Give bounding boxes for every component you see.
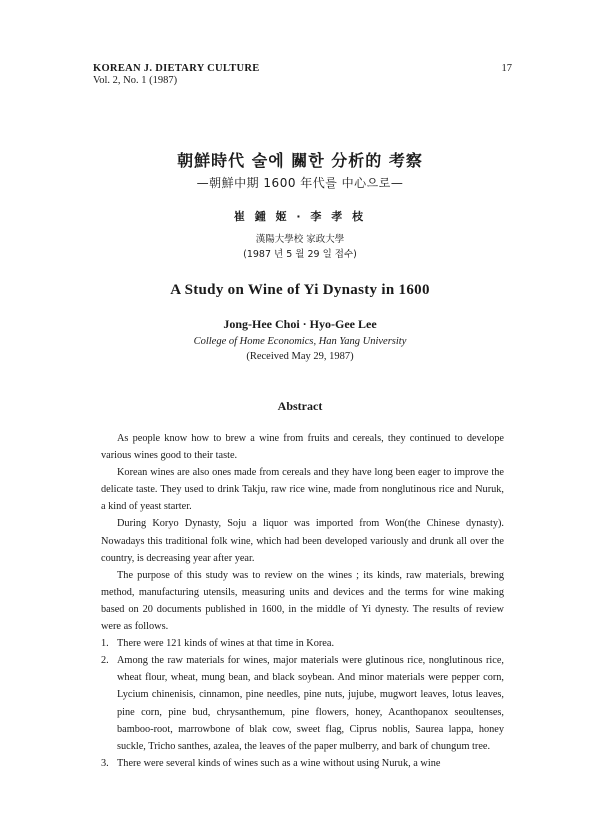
korean-authors: 崔 鍾 姬 · 李 孝 枝 [233, 210, 367, 223]
result-text: There were 121 kinds of wines at that time in Korea. [117, 638, 335, 650]
result-text: There were several kinds of wines such as a wine without using Nuruk, a wine [117, 757, 441, 769]
result-number: 1. [101, 638, 109, 650]
result-item [101, 635, 504, 652]
journal-name: KOREAN J. DIETARY CULTURE [93, 63, 260, 74]
result-number: 2. [101, 655, 109, 667]
abstract-paragraph: During Koryo Dynasty, Soju a liquor was imported from Won(the Chinese dynasty). Nowadays this traditional folk wine, which had been developed variously and drunk all over the country, is decreasing year after year. [101, 518, 504, 564]
result-number: 3. [101, 757, 109, 769]
abstract-paragraph: Korean wines are also ones made from cereals and they have long been eager to improve the delicate taste. They used to drink Takju, raw rice wine, made from nonglutinous rice and Nuruk, a kind of yeast starter. [101, 467, 504, 513]
korean-subtitle: —朝鮮中期 1600 年代를 中心으로— [196, 176, 404, 190]
result-text: Among the raw materials for wines, major materials were glutinous rice, nonglutinous rice, wheat flour, wheat, mung bean, and black soybean. And minor materials were pepper corn, Lycium chinenisis, cinnamon, pine needles, pine nuts, jujube, mugwort leaves, lotus leaves, pine corn, pine bud, chrysanthemum, pine flowers, honey, Acanthopanox seoultenses, bamboo-root, marrowbone of blak cow, sweet flag, Ciprus noblis, Saurea lappa, honey suckle, Tricho santhes, azalea, the leaves of the paper mulberry, and bark of chungum tree. [117, 655, 504, 752]
english-received-date: (Received May 29, 1987) [246, 351, 354, 362]
results-list [101, 635, 504, 772]
abstract-paragraph: The purpose of this study was to review on the wines ; its kinds, raw materials, brewing method, manufacturing utensils, measuring units and devices and the terms for wine making based on 20 documents published in 1600, in the middle of Yi dynesty. The results of review were as follows. [101, 569, 504, 633]
korean-title: 朝鮮時代 술에 關한 分析的 考察 [177, 151, 423, 170]
abstract-paragraph: As people know how to brew a wine from fruits and cereals, they continued to develope various wines good to their taste. [101, 433, 504, 462]
result-item [101, 755, 504, 772]
abstract-body [101, 430, 504, 772]
abstract-heading: Abstract [277, 399, 323, 413]
result-item [101, 652, 504, 755]
english-title: A Study on Wine of Yi Dynasty in 1600 [170, 282, 430, 298]
page-number: 17 [501, 63, 512, 74]
english-authors: Jong-Hee Choi · Hyo-Gee Lee [223, 317, 377, 331]
english-affiliation: College of Home Economics, Han Yang University [193, 336, 407, 347]
volume-line: Vol. 2, No. 1 (1987) [93, 75, 178, 86]
journal-header [93, 63, 260, 87]
korean-affiliation: 漢陽大學校 家政大學 [255, 234, 345, 245]
korean-received-date: (1987 년 5 월 29 일 접수) [243, 249, 357, 260]
